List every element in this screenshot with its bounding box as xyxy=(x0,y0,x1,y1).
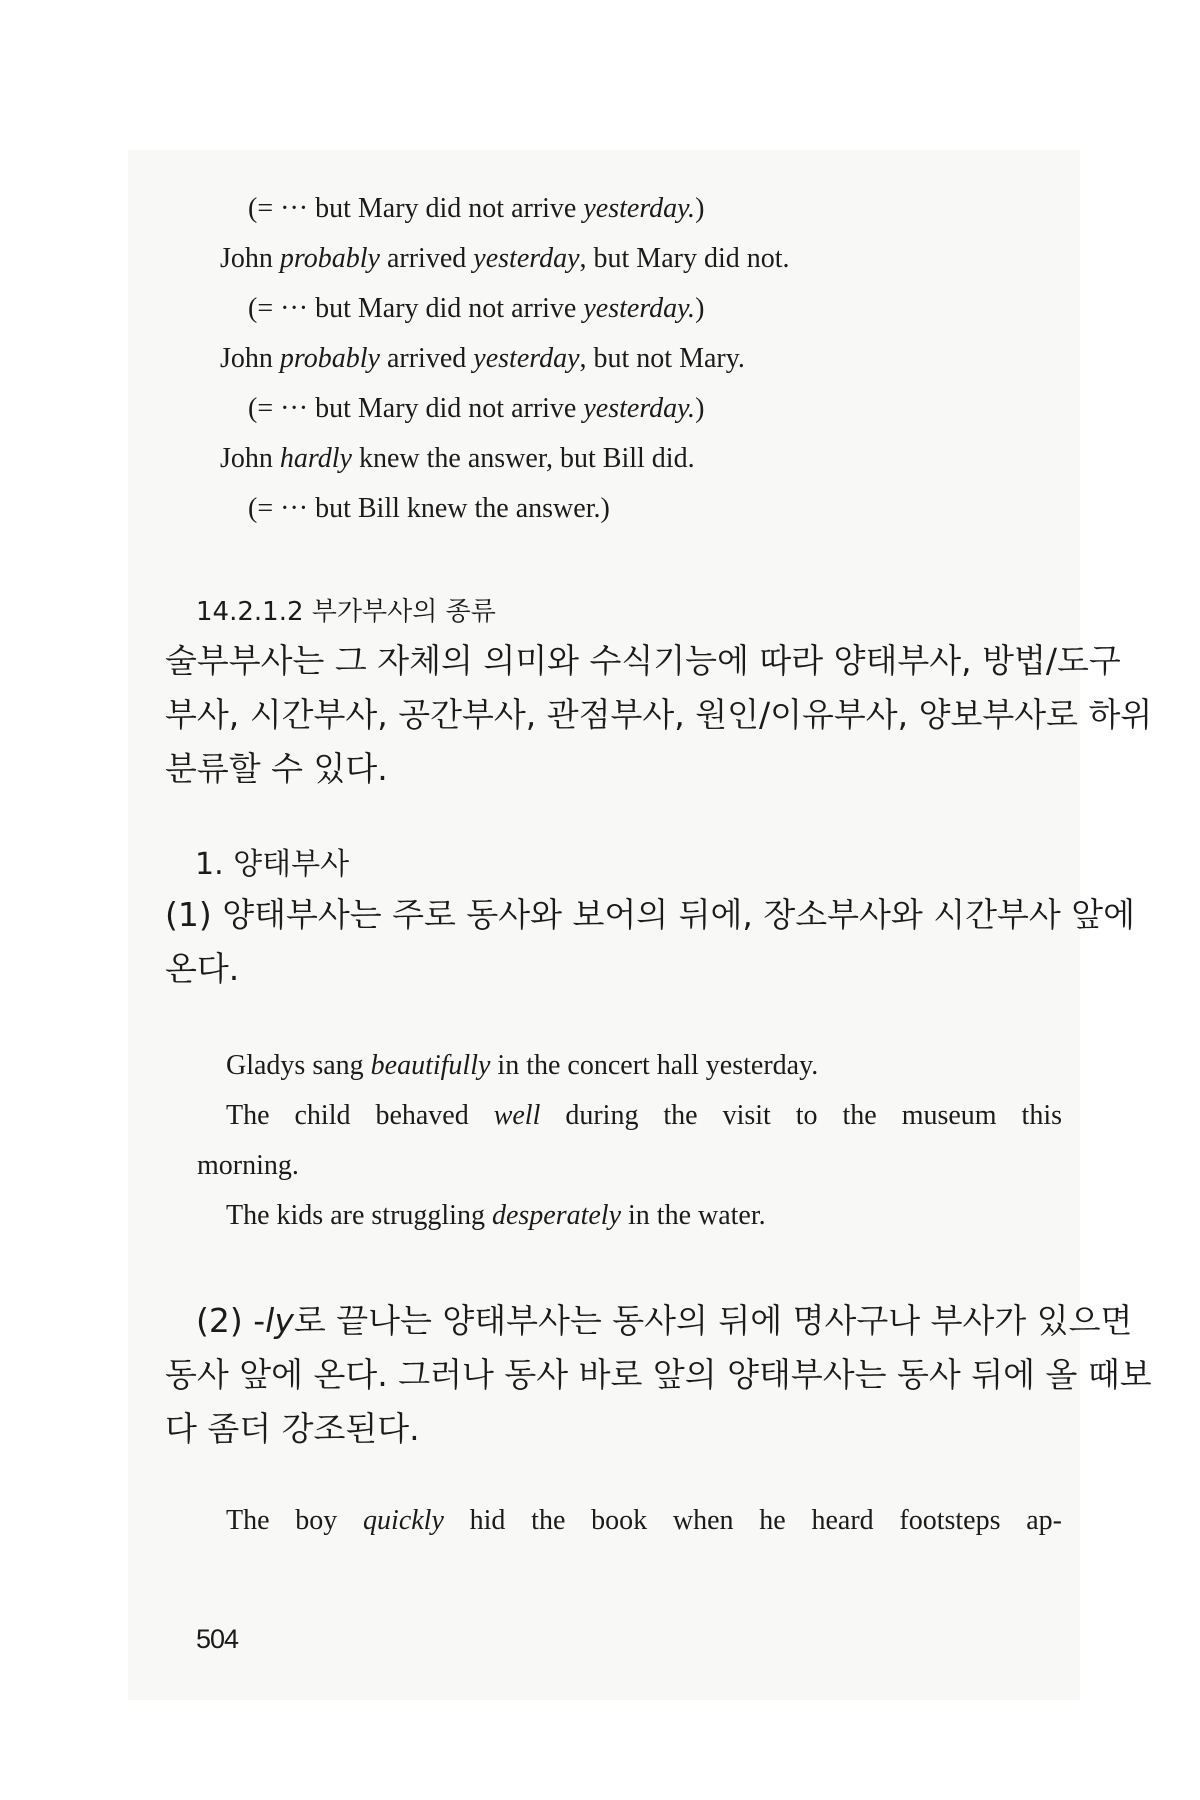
example-line: John probably arrived yesterday, but Mary did not. xyxy=(220,243,790,274)
example-line: John hardly knew the answer, but Bill did. xyxy=(220,443,695,474)
emphasis-text: probably xyxy=(279,343,380,374)
emphasis-text: yesterday. xyxy=(583,393,696,424)
emphasis-text: desperately xyxy=(491,1200,622,1231)
example-line: The kids are struggling desperately in the water. xyxy=(226,1200,766,1231)
emphasis-text: beautifully xyxy=(370,1050,491,1081)
rule-line: 다 좀더 강조된다. xyxy=(165,1409,420,1448)
rule-line: (1) 양태부사는 주로 동사와 보어의 뒤에, 장소부사와 시간부사 앞에 xyxy=(165,895,1135,934)
emphasis-text: ly xyxy=(265,1301,294,1340)
rule-line: (2) -ly로 끝나는 양태부사는 동사의 뒤에 명사구나 부사가 있으면 xyxy=(196,1301,1133,1340)
emphasis-text: hardly xyxy=(279,443,352,474)
rule-line: 동사 앞에 온다. 그러나 동사 바로 앞의 양태부사는 동사 뒤에 올 때보 xyxy=(165,1355,1152,1394)
example-line: (= ··· but Mary did not arrive yesterday.) xyxy=(248,193,705,224)
emphasis-text: probably xyxy=(279,243,380,274)
example-line: morning. xyxy=(197,1150,299,1181)
subsection-heading: 1. 양태부사 xyxy=(195,847,350,882)
paragraph-line: 부사, 시간부사, 공간부사, 관점부사, 원인/이유부사, 양보부사로 하위 xyxy=(165,695,1153,734)
example-line: The boy quickly hid the book when he heard footsteps ap- xyxy=(226,1505,1063,1536)
page-number: 504 xyxy=(196,1624,239,1654)
example-line: The child behaved well during the visit to the museum this xyxy=(226,1100,1062,1131)
example-line: (= ··· but Bill knew the answer.) xyxy=(248,493,610,524)
example-line: (= ··· but Mary did not arrive yesterday.) xyxy=(248,393,705,424)
emphasis-text: yesterday xyxy=(473,243,580,274)
emphasis-text: quickly xyxy=(363,1505,444,1536)
rule-line: 온다. xyxy=(165,949,240,988)
emphasis-text: yesterday. xyxy=(583,193,696,224)
section-heading: 14.2.1.2 부가부사의 종류 xyxy=(196,597,496,627)
example-line: Gladys sang beautifully in the concert hall yesterday. xyxy=(226,1050,819,1081)
example-line: (= ··· but Mary did not arrive yesterday.) xyxy=(248,293,705,324)
example-line: John probably arrived yesterday, but not Mary. xyxy=(220,343,745,374)
emphasis-text: well xyxy=(493,1100,541,1131)
paragraph-line: 술부부사는 그 자체의 의미와 수식기능에 따라 양태부사, 방법/도구 xyxy=(165,641,1121,680)
emphasis-text: yesterday. xyxy=(583,293,696,324)
emphasis-text: yesterday xyxy=(473,343,580,374)
paragraph-line: 분류할 수 있다. xyxy=(165,749,388,788)
